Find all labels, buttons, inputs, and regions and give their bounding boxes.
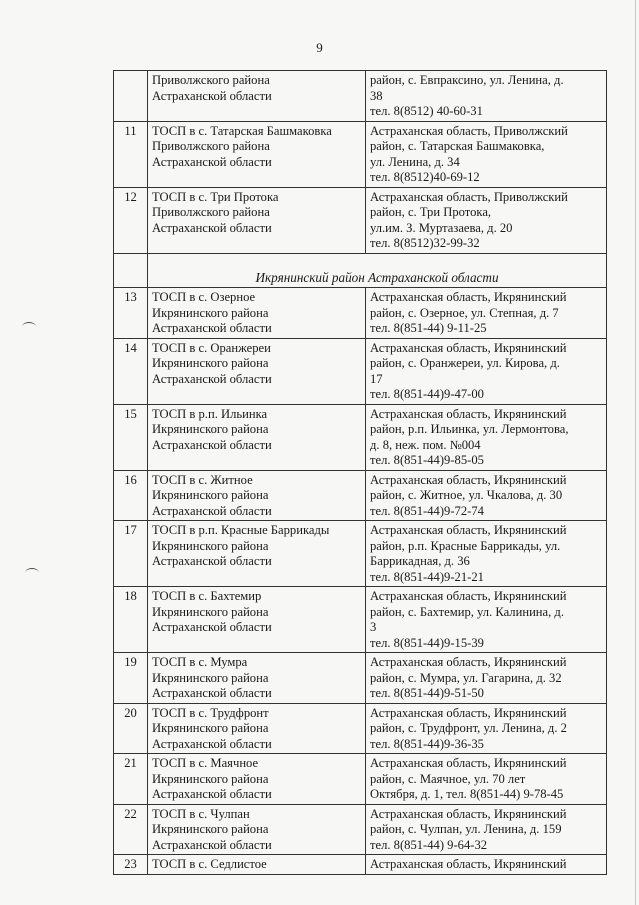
section-num-cell	[114, 253, 148, 288]
office-name: ТОСП в с. Житное Икрянинского района Астраханской области	[148, 470, 366, 521]
office-name: ТОСП в р.п. Красные Баррикады Икрянинского района Астраханской области	[148, 521, 366, 587]
row-number: 15	[114, 404, 148, 470]
row-number: 13	[114, 288, 148, 339]
row-number	[114, 71, 148, 122]
office-address: Астраханская область, Икрянинский район, р.п. Красные Баррикады, ул. Баррикадная, д. 36 тел. 8(851-44)9-21-21	[366, 521, 607, 587]
table-row	[114, 703, 607, 754]
row-number: 23	[114, 855, 148, 875]
table-row	[114, 187, 607, 253]
section-cell	[148, 253, 607, 288]
table-row	[114, 121, 607, 187]
row-number: 12	[114, 187, 148, 253]
office-name: Приволжского района Астраханской области	[148, 71, 366, 122]
office-address: Астраханская область, Икрянинский район, с. Бахтемир, ул. Калинина, д. 3 тел. 8(851-44)9-15-39	[366, 587, 607, 653]
office-address: Астраханская область, Приволжский район, с. Три Протока, ул.им. З. Муртазаева, д. 20 тел. 8(8512)32-99-32	[366, 187, 607, 253]
section-header	[114, 253, 607, 288]
office-address: Астраханская область, Икрянинский район, с. Трудфронт, ул. Ленина, д. 2 тел. 8(851-44)9-36-35	[366, 703, 607, 754]
margin-mark	[25, 568, 39, 577]
office-address: Астраханская область, Икрянинский	[366, 855, 607, 875]
office-name: ТОСП в с. Седлистое	[148, 855, 366, 875]
office-address: Астраханская область, Икрянинский район, с. Озерное, ул. Степная, д. 7 тел. 8(851-44) 9-11-25	[366, 288, 607, 339]
office-name: ТОСП в с. Мумра Икрянинского района Астраханской области	[148, 653, 366, 704]
row-number: 19	[114, 653, 148, 704]
office-name: ТОСП в с. Бахтемир Икрянинского района Астраханской области	[148, 587, 366, 653]
table-row	[114, 855, 607, 875]
office-address: Астраханская область, Икрянинский район, с. Маячное, ул. 70 лет Октября, д. 1, тел. 8(851-44) 9-78-45	[366, 754, 607, 805]
scan-edge	[635, 0, 636, 905]
table-row	[114, 754, 607, 805]
office-name: ТОСП в с. Чулпан Икрянинского района Астраханской области	[148, 804, 366, 855]
row-number: 20	[114, 703, 148, 754]
table-row	[114, 404, 607, 470]
table-row	[114, 470, 607, 521]
table-row	[114, 587, 607, 653]
section-title: Икрянинский район Астраханской области	[255, 269, 499, 285]
table-body-priv	[114, 71, 607, 254]
table-body-ikr	[114, 288, 607, 875]
office-address: Астраханская область, Икрянинский район, с. Мумра, ул. Гагарина, д. 32 тел. 8(851-44)9-51-50	[366, 653, 607, 704]
table-row	[114, 71, 607, 122]
row-number: 14	[114, 338, 148, 404]
row-number: 22	[114, 804, 148, 855]
row-number: 16	[114, 470, 148, 521]
office-address: Астраханская область, Приволжский район, с. Татарская Башмаковка, ул. Ленина, д. 34 тел. 8(8512)40-69-12	[366, 121, 607, 187]
office-name: ТОСП в с. Маячное Икрянинского района Астраханской области	[148, 754, 366, 805]
office-address: Астраханская область, Икрянинский район, с. Житное, ул. Чкалова, д. 30 тел. 8(851-44)9-72-74	[366, 470, 607, 521]
table-row	[114, 804, 607, 855]
office-address: Астраханская область, Икрянинский район, с. Чулпан, ул. Ленина, д. 159 тел. 8(851-44) 9-64-32	[366, 804, 607, 855]
row-number: 17	[114, 521, 148, 587]
offices-table	[113, 70, 607, 875]
row-number: 11	[114, 121, 148, 187]
office-name: ТОСП в с. Три Протока Приволжского района Астраханской области	[148, 187, 366, 253]
row-number: 18	[114, 587, 148, 653]
table-row	[114, 653, 607, 704]
table-row	[114, 521, 607, 587]
office-address: район, с. Евпраксино, ул. Ленина, д. 38 тел. 8(8512) 40-60-31	[366, 71, 607, 122]
table-row	[114, 338, 607, 404]
office-name: ТОСП в с. Трудфронт Икрянинского района Астраханской области	[148, 703, 366, 754]
office-address: Астраханская область, Икрянинский район, р.п. Ильинка, ул. Лермонтова, д. 8, неж. пом. №004 тел. 8(851-44)9-85-05	[366, 404, 607, 470]
office-name: ТОСП в с. Татарская Башмаковка Приволжского района Астраханской области	[148, 121, 366, 187]
office-name: ТОСП в с. Озерное Икрянинского района Астраханской области	[148, 288, 366, 339]
table-row	[114, 288, 607, 339]
page-number: 9	[316, 40, 323, 55]
office-address: Астраханская область, Икрянинский район, с. Оранжереи, ул. Кирова, д. 17 тел. 8(851-44)9-47-00	[366, 338, 607, 404]
margin-mark	[22, 322, 36, 331]
row-number: 21	[114, 754, 148, 805]
office-name: ТОСП в с. Оранжереи Икрянинского района Астраханской области	[148, 338, 366, 404]
office-name: ТОСП в р.п. Ильинка Икрянинского района Астраханской области	[148, 404, 366, 470]
